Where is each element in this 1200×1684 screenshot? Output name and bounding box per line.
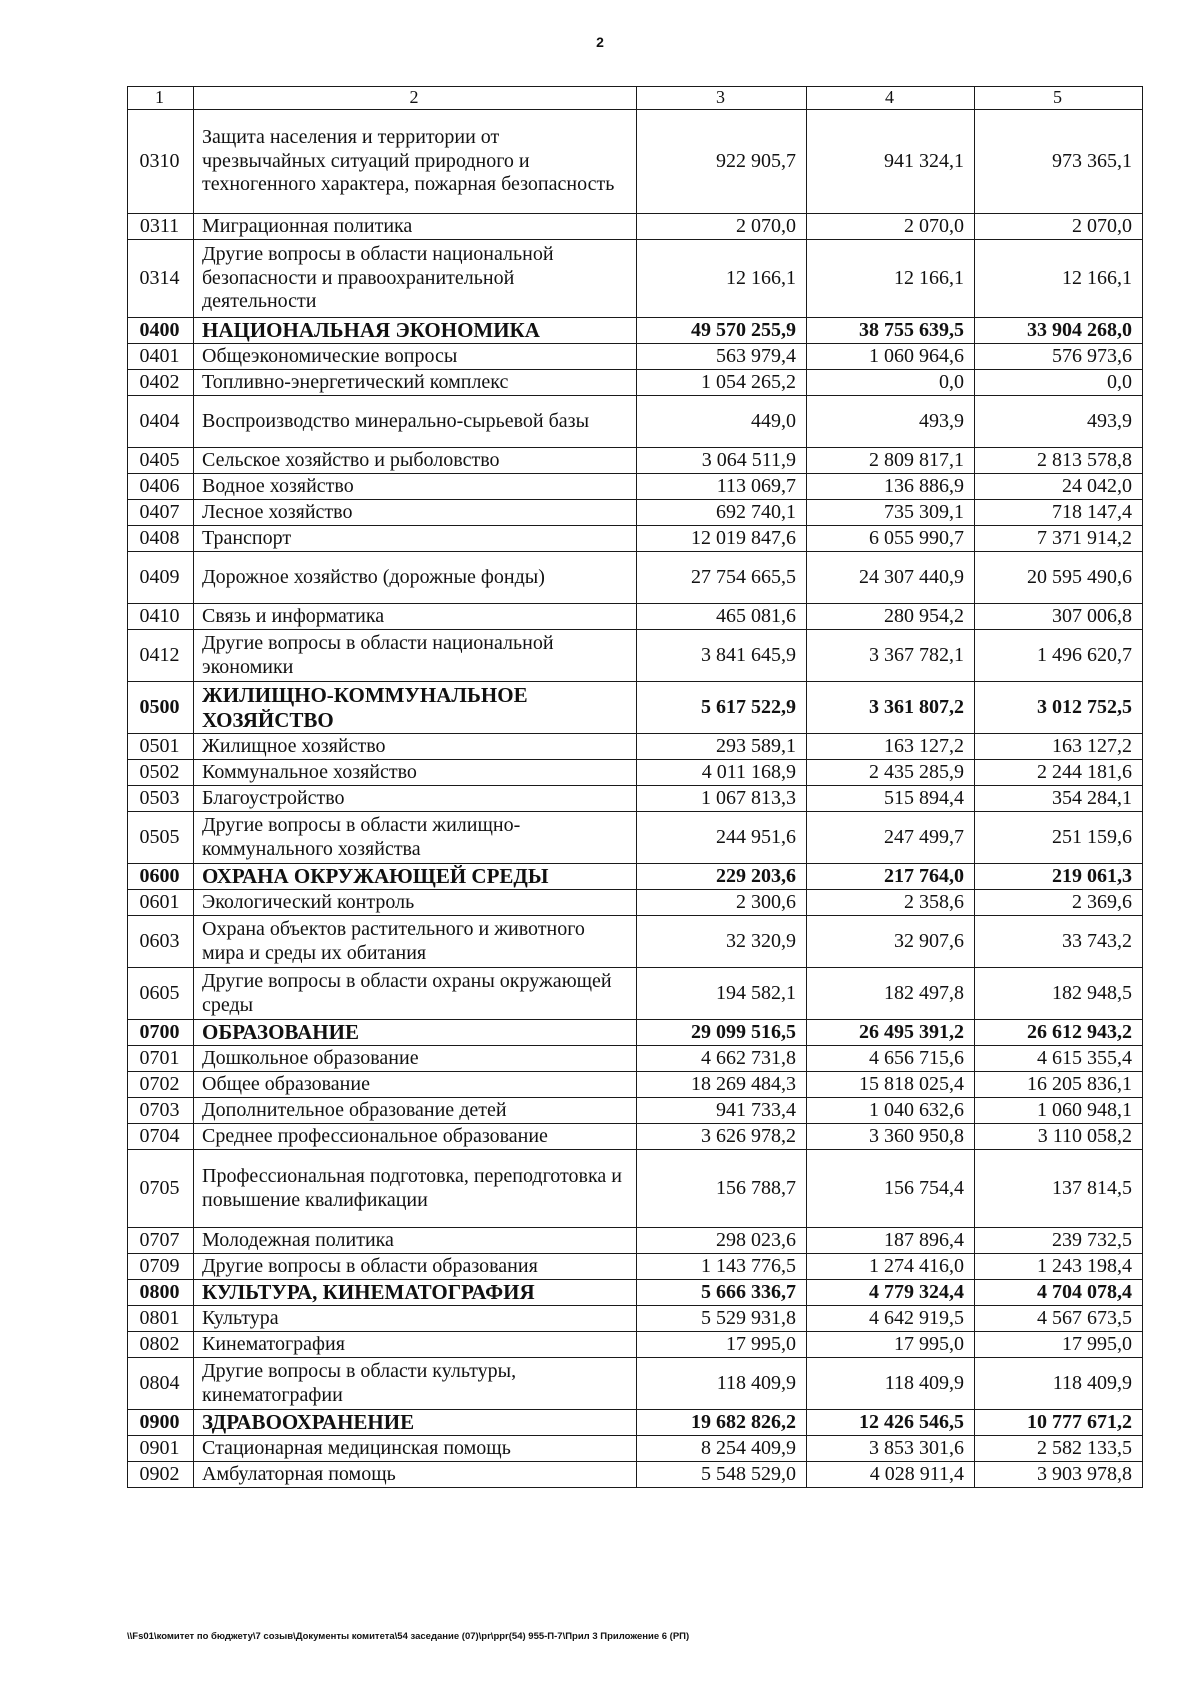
value-col-5-cell: 182 948,5 (975, 968, 1143, 1020)
table-row (128, 500, 1143, 526)
table-row (128, 1358, 1143, 1410)
code-cell: 0310 (128, 110, 194, 214)
name-cell: НАЦИОНАЛЬНАЯ ЭКОНОМИКА (194, 318, 637, 344)
name-cell: Экологический контроль (194, 890, 637, 916)
value-col-5-cell: 718 147,4 (975, 500, 1143, 526)
code-cell: 0703 (128, 1098, 194, 1124)
table-row (128, 1254, 1143, 1280)
value-col-3-cell: 19 682 826,2 (637, 1410, 807, 1436)
code-cell: 0314 (128, 240, 194, 318)
table-row (128, 734, 1143, 760)
value-col-4-cell: 4 028 911,4 (807, 1462, 975, 1488)
value-col-4-cell: 118 409,9 (807, 1358, 975, 1410)
value-col-3-cell: 1 143 776,5 (637, 1254, 807, 1280)
table-row (128, 552, 1143, 604)
code-cell: 0704 (128, 1124, 194, 1150)
name-cell: Дополнительное образование детей (194, 1098, 637, 1124)
value-col-5-cell: 10 777 671,2 (975, 1410, 1143, 1436)
value-col-4-cell: 15 818 025,4 (807, 1072, 975, 1098)
name-cell: Миграционная политика (194, 214, 637, 240)
table-row (128, 630, 1143, 682)
value-col-3-cell: 5 548 529,0 (637, 1462, 807, 1488)
code-cell: 0405 (128, 448, 194, 474)
name-cell: Другие вопросы в области охраны окружающей среды (194, 968, 637, 1020)
value-col-5-cell: 4 704 078,4 (975, 1280, 1143, 1306)
value-col-4-cell: 1 274 416,0 (807, 1254, 975, 1280)
value-col-3-cell: 4 011 168,9 (637, 760, 807, 786)
table-row (128, 1462, 1143, 1488)
table-row (128, 110, 1143, 214)
value-col-3-cell: 12 166,1 (637, 240, 807, 318)
value-col-3-cell: 12 019 847,6 (637, 526, 807, 552)
table-row (128, 526, 1143, 552)
code-cell: 0412 (128, 630, 194, 682)
value-col-5-cell: 2 070,0 (975, 214, 1143, 240)
table-row (128, 968, 1143, 1020)
name-cell: Сельское хозяйство и рыболовство (194, 448, 637, 474)
table-row (128, 1098, 1143, 1124)
table-row (128, 474, 1143, 500)
value-col-5-cell: 24 042,0 (975, 474, 1143, 500)
value-col-3-cell: 113 069,7 (637, 474, 807, 500)
value-col-4-cell: 1 060 964,6 (807, 344, 975, 370)
value-col-4-cell: 6 055 990,7 (807, 526, 975, 552)
code-cell: 0901 (128, 1436, 194, 1462)
value-col-4-cell: 2 435 285,9 (807, 760, 975, 786)
value-col-5-cell: 3 903 978,8 (975, 1462, 1143, 1488)
table-row (128, 1332, 1143, 1358)
value-col-3-cell: 49 570 255,9 (637, 318, 807, 344)
name-cell: Амбулаторная помощь (194, 1462, 637, 1488)
code-cell: 0600 (128, 864, 194, 890)
value-col-5-cell: 33 904 268,0 (975, 318, 1143, 344)
name-cell: Коммунальное хозяйство (194, 760, 637, 786)
value-col-3-cell: 3 064 511,9 (637, 448, 807, 474)
name-cell: Стационарная медицинская помощь (194, 1436, 637, 1462)
header-col-1: 1 (128, 87, 194, 110)
value-col-3-cell: 29 099 516,5 (637, 1020, 807, 1046)
table-row (128, 682, 1143, 734)
name-cell: Профессиональная подготовка, переподготовка и повышение квалификации (194, 1150, 637, 1228)
code-cell: 0900 (128, 1410, 194, 1436)
value-col-4-cell: 2 358,6 (807, 890, 975, 916)
name-cell: Другие вопросы в области культуры, кинематографии (194, 1358, 637, 1410)
code-cell: 0409 (128, 552, 194, 604)
value-col-3-cell: 5 617 522,9 (637, 682, 807, 734)
value-col-3-cell: 563 979,4 (637, 344, 807, 370)
table-row (128, 760, 1143, 786)
value-col-4-cell: 182 497,8 (807, 968, 975, 1020)
value-col-3-cell: 3 626 978,2 (637, 1124, 807, 1150)
value-col-3-cell: 293 589,1 (637, 734, 807, 760)
table-row (128, 1046, 1143, 1072)
table-row (128, 604, 1143, 630)
value-col-4-cell: 1 040 632,6 (807, 1098, 975, 1124)
header-col-2: 2 (194, 87, 637, 110)
code-cell: 0400 (128, 318, 194, 344)
code-cell: 0406 (128, 474, 194, 500)
code-cell: 0700 (128, 1020, 194, 1046)
table-row (128, 214, 1143, 240)
value-col-5-cell: 576 973,6 (975, 344, 1143, 370)
value-col-4-cell: 4 642 919,5 (807, 1306, 975, 1332)
value-col-4-cell: 12 426 546,5 (807, 1410, 975, 1436)
value-col-4-cell: 941 324,1 (807, 110, 975, 214)
value-col-3-cell: 941 733,4 (637, 1098, 807, 1124)
value-col-4-cell: 24 307 440,9 (807, 552, 975, 604)
value-col-4-cell: 515 894,4 (807, 786, 975, 812)
name-cell: Дошкольное образование (194, 1046, 637, 1072)
value-col-5-cell: 1 496 620,7 (975, 630, 1143, 682)
code-cell: 0705 (128, 1150, 194, 1228)
value-col-3-cell: 118 409,9 (637, 1358, 807, 1410)
name-cell: Другие вопросы в области национальной безопасности и правоохранительной деятельности (194, 240, 637, 318)
value-col-3-cell: 229 203,6 (637, 864, 807, 890)
code-cell: 0500 (128, 682, 194, 734)
name-cell: Дорожное хозяйство (дорожные фонды) (194, 552, 637, 604)
file-path-footer: \\Fs01\комитет по бюджету\7 созыв\Документы комитета\54 заседание (07)\pr\ppr(54) 955-П-7\Прил 3 Приложение 6 (РП) (127, 1631, 690, 1642)
table-row (128, 396, 1143, 448)
name-cell: Защита населения и территории от чрезвычайных ситуаций природного и техногенного характера, пожарная безопасность (194, 110, 637, 214)
value-col-4-cell: 156 754,4 (807, 1150, 975, 1228)
table-row (128, 1020, 1143, 1046)
value-col-5-cell: 251 159,6 (975, 812, 1143, 864)
value-col-3-cell: 17 995,0 (637, 1332, 807, 1358)
code-cell: 0311 (128, 214, 194, 240)
value-col-3-cell: 2 300,6 (637, 890, 807, 916)
value-col-5-cell: 137 814,5 (975, 1150, 1143, 1228)
value-col-5-cell: 17 995,0 (975, 1332, 1143, 1358)
value-col-5-cell: 20 595 490,6 (975, 552, 1143, 604)
page-number: 2 (596, 34, 604, 50)
value-col-4-cell: 3 853 301,6 (807, 1436, 975, 1462)
value-col-5-cell: 1 243 198,4 (975, 1254, 1143, 1280)
value-col-3-cell: 449,0 (637, 396, 807, 448)
value-col-5-cell: 163 127,2 (975, 734, 1143, 760)
name-cell: Молодежная политика (194, 1228, 637, 1254)
value-col-3-cell: 5 666 336,7 (637, 1280, 807, 1306)
code-cell: 0702 (128, 1072, 194, 1098)
code-cell: 0804 (128, 1358, 194, 1410)
table-row (128, 318, 1143, 344)
value-col-4-cell: 280 954,2 (807, 604, 975, 630)
table-row (128, 240, 1143, 318)
code-cell: 0502 (128, 760, 194, 786)
value-col-3-cell: 3 841 645,9 (637, 630, 807, 682)
value-col-3-cell: 298 023,6 (637, 1228, 807, 1254)
value-col-3-cell: 27 754 665,5 (637, 552, 807, 604)
value-col-5-cell: 219 061,3 (975, 864, 1143, 890)
code-cell: 0407 (128, 500, 194, 526)
name-cell: Водное хозяйство (194, 474, 637, 500)
name-cell: Культура (194, 1306, 637, 1332)
value-col-3-cell: 8 254 409,9 (637, 1436, 807, 1462)
code-cell: 0408 (128, 526, 194, 552)
value-col-4-cell: 3 367 782,1 (807, 630, 975, 682)
name-cell: КУЛЬТУРА, КИНЕМАТОГРАФИЯ (194, 1280, 637, 1306)
value-col-3-cell: 244 951,6 (637, 812, 807, 864)
value-col-5-cell: 7 371 914,2 (975, 526, 1143, 552)
value-col-3-cell: 2 070,0 (637, 214, 807, 240)
value-col-4-cell: 2 809 817,1 (807, 448, 975, 474)
value-col-4-cell: 4 779 324,4 (807, 1280, 975, 1306)
name-cell: Связь и информатика (194, 604, 637, 630)
code-cell: 0902 (128, 1462, 194, 1488)
name-cell: Воспроизводство минерально-сырьевой базы (194, 396, 637, 448)
code-cell: 0802 (128, 1332, 194, 1358)
name-cell: Охрана объектов растительного и животного мира и среды их обитания (194, 916, 637, 968)
value-col-3-cell: 18 269 484,3 (637, 1072, 807, 1098)
value-col-5-cell: 2 244 181,6 (975, 760, 1143, 786)
value-col-5-cell: 118 409,9 (975, 1358, 1143, 1410)
value-col-3-cell: 5 529 931,8 (637, 1306, 807, 1332)
name-cell: ОБРАЗОВАНИЕ (194, 1020, 637, 1046)
code-cell: 0701 (128, 1046, 194, 1072)
value-col-3-cell: 1 067 813,3 (637, 786, 807, 812)
name-cell: Кинематография (194, 1332, 637, 1358)
value-col-3-cell: 194 582,1 (637, 968, 807, 1020)
value-col-4-cell: 187 896,4 (807, 1228, 975, 1254)
value-col-4-cell: 247 499,7 (807, 812, 975, 864)
value-col-5-cell: 33 743,2 (975, 916, 1143, 968)
value-col-4-cell: 0,0 (807, 370, 975, 396)
value-col-3-cell: 4 662 731,8 (637, 1046, 807, 1072)
value-col-5-cell: 354 284,1 (975, 786, 1143, 812)
code-cell: 0801 (128, 1306, 194, 1332)
value-col-4-cell: 735 309,1 (807, 500, 975, 526)
name-cell: Среднее профессиональное образование (194, 1124, 637, 1150)
value-col-5-cell: 3 110 058,2 (975, 1124, 1143, 1150)
table-row (128, 1410, 1143, 1436)
value-col-5-cell: 2 582 133,5 (975, 1436, 1143, 1462)
value-col-5-cell: 1 060 948,1 (975, 1098, 1143, 1124)
name-cell: ЗДРАВООХРАНЕНИЕ (194, 1410, 637, 1436)
value-col-3-cell: 1 054 265,2 (637, 370, 807, 396)
table-row (128, 1072, 1143, 1098)
value-col-5-cell: 4 615 355,4 (975, 1046, 1143, 1072)
value-col-3-cell: 156 788,7 (637, 1150, 807, 1228)
value-col-5-cell: 239 732,5 (975, 1228, 1143, 1254)
table-row (128, 916, 1143, 968)
name-cell: Лесное хозяйство (194, 500, 637, 526)
value-col-4-cell: 17 995,0 (807, 1332, 975, 1358)
value-col-4-cell: 3 360 950,8 (807, 1124, 975, 1150)
table-row (128, 370, 1143, 396)
table-row (128, 1228, 1143, 1254)
value-col-4-cell: 12 166,1 (807, 240, 975, 318)
code-cell: 0709 (128, 1254, 194, 1280)
value-col-4-cell: 4 656 715,6 (807, 1046, 975, 1072)
value-col-5-cell: 2 813 578,8 (975, 448, 1143, 474)
code-cell: 0800 (128, 1280, 194, 1306)
name-cell: ЖИЛИЩНО-КОММУНАЛЬНОЕ ХОЗЯЙСТВО (194, 682, 637, 734)
code-cell: 0503 (128, 786, 194, 812)
value-col-5-cell: 12 166,1 (975, 240, 1143, 318)
code-cell: 0707 (128, 1228, 194, 1254)
code-cell: 0402 (128, 370, 194, 396)
name-cell: Общее образование (194, 1072, 637, 1098)
value-col-5-cell: 26 612 943,2 (975, 1020, 1143, 1046)
value-col-3-cell: 32 320,9 (637, 916, 807, 968)
table-row (128, 786, 1143, 812)
table-row (128, 1124, 1143, 1150)
table-row (128, 1306, 1143, 1332)
table-row (128, 1150, 1143, 1228)
name-cell: Жилищное хозяйство (194, 734, 637, 760)
name-cell: Другие вопросы в области национальной экономики (194, 630, 637, 682)
value-col-5-cell: 2 369,6 (975, 890, 1143, 916)
value-col-4-cell: 217 764,0 (807, 864, 975, 890)
budget-table (127, 86, 1143, 1488)
table-row (128, 812, 1143, 864)
table-row (128, 890, 1143, 916)
table-row (128, 1280, 1143, 1306)
code-cell: 0401 (128, 344, 194, 370)
value-col-5-cell: 973 365,1 (975, 110, 1143, 214)
name-cell: Общеэкономические вопросы (194, 344, 637, 370)
code-cell: 0505 (128, 812, 194, 864)
code-cell: 0601 (128, 890, 194, 916)
name-cell: Другие вопросы в области образования (194, 1254, 637, 1280)
header-col-3: 3 (637, 87, 807, 110)
code-cell: 0410 (128, 604, 194, 630)
value-col-4-cell: 38 755 639,5 (807, 318, 975, 344)
value-col-4-cell: 26 495 391,2 (807, 1020, 975, 1046)
header-col-4: 4 (807, 87, 975, 110)
header-row (128, 87, 1143, 110)
value-col-4-cell: 2 070,0 (807, 214, 975, 240)
name-cell: Другие вопросы в области жилищно-коммунального хозяйства (194, 812, 637, 864)
code-cell: 0501 (128, 734, 194, 760)
header-col-5: 5 (975, 87, 1143, 110)
name-cell: Благоустройство (194, 786, 637, 812)
code-cell: 0404 (128, 396, 194, 448)
table-row (128, 448, 1143, 474)
name-cell: Топливно-энергетический комплекс (194, 370, 637, 396)
table-row (128, 864, 1143, 890)
value-col-3-cell: 922 905,7 (637, 110, 807, 214)
name-cell: Транспорт (194, 526, 637, 552)
value-col-5-cell: 3 012 752,5 (975, 682, 1143, 734)
table-row (128, 1436, 1143, 1462)
value-col-4-cell: 136 886,9 (807, 474, 975, 500)
table-row (128, 344, 1143, 370)
value-col-5-cell: 4 567 673,5 (975, 1306, 1143, 1332)
value-col-5-cell: 0,0 (975, 370, 1143, 396)
value-col-5-cell: 16 205 836,1 (975, 1072, 1143, 1098)
name-cell: ОХРАНА ОКРУЖАЮЩЕЙ СРЕДЫ (194, 864, 637, 890)
value-col-3-cell: 692 740,1 (637, 500, 807, 526)
value-col-4-cell: 163 127,2 (807, 734, 975, 760)
value-col-4-cell: 3 361 807,2 (807, 682, 975, 734)
code-cell: 0603 (128, 916, 194, 968)
value-col-4-cell: 32 907,6 (807, 916, 975, 968)
value-col-5-cell: 307 006,8 (975, 604, 1143, 630)
value-col-3-cell: 465 081,6 (637, 604, 807, 630)
value-col-5-cell: 493,9 (975, 396, 1143, 448)
value-col-4-cell: 493,9 (807, 396, 975, 448)
code-cell: 0605 (128, 968, 194, 1020)
